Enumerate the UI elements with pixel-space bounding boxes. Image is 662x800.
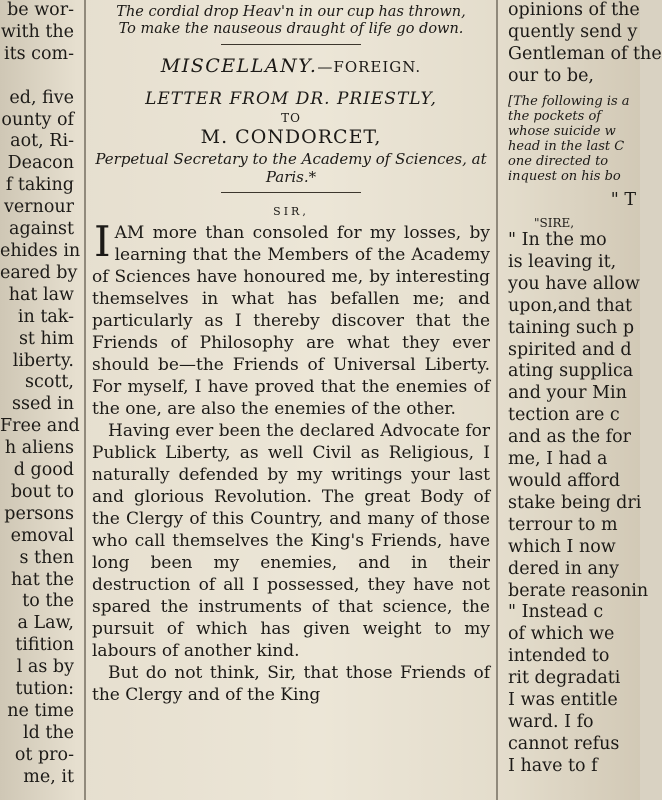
- text-line: emoval: [10, 525, 74, 546]
- text-line: Deacon: [7, 153, 74, 174]
- text-line: in tak-: [17, 306, 74, 327]
- text-line: f taking: [5, 175, 74, 196]
- text-line: bout to: [10, 481, 74, 502]
- letter-heading: LETTER FROM DR. PRIESTLY,: [145, 89, 437, 109]
- text-line: tection are c: [508, 405, 620, 426]
- text-line: intended to: [508, 646, 610, 667]
- main-column: [92, 0, 490, 800]
- letter-body: [92, 217, 490, 706]
- right-heading-fragment: " T: [610, 189, 636, 210]
- text-line: berate reasonin: [508, 580, 649, 601]
- text-line: tution:: [15, 679, 74, 700]
- text-line: st him: [18, 328, 74, 349]
- text-line: aot, Ri-: [10, 131, 74, 152]
- text-line: which I now: [508, 536, 616, 557]
- text-line: with the: [0, 21, 74, 42]
- text-line: dered in any: [508, 558, 620, 579]
- text-line: upon,and that: [508, 295, 633, 316]
- poem-couplet: [92, 4, 490, 38]
- text-line: [0, 66, 78, 88]
- recipient-name: M. CONDORCET,: [200, 126, 382, 148]
- text-line: you have allow: [508, 273, 640, 294]
- text-line: a Law,: [17, 613, 74, 634]
- column-rule-right: [496, 0, 498, 800]
- text-line: tifition: [15, 635, 74, 656]
- section-title: MISCELLANY.: [160, 55, 318, 77]
- paragraph-3: But do not think, Sir, that those Friends of the Clergy and of the King: [92, 663, 490, 705]
- text-line: stake being dri: [508, 492, 642, 513]
- text-line: " In the mo: [508, 230, 607, 251]
- text-line: be wor-: [7, 0, 74, 20]
- text-line: ward. I fo: [508, 711, 594, 732]
- text-line: scott,: [25, 372, 74, 393]
- salutation: SIR,: [273, 205, 309, 218]
- poem-line: To make the nauseous draught of life go down.: [118, 21, 464, 37]
- left-column-lines: [0, 0, 81, 789]
- text-line: rit degradati: [508, 668, 621, 689]
- right-column-footnote: [504, 94, 640, 184]
- text-line: terrour to m: [508, 514, 618, 535]
- text-line: and as the for: [508, 427, 632, 448]
- text-line: ssed in: [12, 394, 74, 415]
- text-line: is leaving it,: [508, 251, 617, 272]
- text-line: d good: [13, 460, 74, 481]
- text-line: and your Min: [508, 383, 627, 404]
- text-line: vernour: [3, 197, 74, 218]
- right-column-body-lines: [504, 230, 649, 778]
- text-line: would afford: [508, 471, 621, 491]
- column-rule-left: [84, 0, 86, 800]
- text-line: I was entitle: [508, 690, 618, 711]
- text-line: me, I had a: [508, 449, 608, 470]
- left-column-fragment: [0, 0, 81, 800]
- section-subtitle: —FOREIGN.: [317, 58, 422, 76]
- right-salutation-fragment: "SIRE,: [534, 215, 575, 230]
- right-column-fragment: [504, 0, 662, 800]
- divider-rule: [221, 44, 361, 45]
- text-line: Free and: [0, 416, 80, 437]
- text-line: our to be,: [508, 65, 594, 86]
- text-line: liberty.: [12, 350, 74, 371]
- text-line: inquest on his bo: [508, 168, 621, 184]
- text-line: one directed to: [508, 153, 609, 169]
- text-line: me, it: [23, 766, 74, 787]
- text-line: of which we: [508, 624, 615, 645]
- right-column-top-lines: [504, 0, 662, 88]
- drop-cap: I: [94, 217, 111, 266]
- text-line: l as by: [16, 657, 74, 678]
- text-line: ounty of: [1, 109, 74, 130]
- text-line: quently send y: [508, 21, 638, 42]
- text-line: whose suicide w: [508, 123, 616, 139]
- text-line: hat law: [8, 284, 74, 305]
- text-line: ating supplica: [508, 361, 634, 382]
- text-line: head in the last C: [508, 138, 625, 154]
- text-line: ne time: [7, 701, 74, 721]
- text-line: ed, five: [9, 87, 74, 108]
- paragraph-1: [92, 217, 490, 420]
- text-line: h aliens: [4, 438, 74, 459]
- text-line: eared by: [0, 262, 78, 283]
- text-line: persons: [4, 503, 74, 524]
- text-line: Gentleman of the: [508, 43, 662, 64]
- text-line: opinions of the: [508, 0, 640, 20]
- to-label: TO: [281, 111, 301, 125]
- text-line: spirited and d: [508, 339, 632, 360]
- text-line: ot pro-: [14, 744, 74, 765]
- text-line: taining such p: [508, 317, 635, 338]
- text-line: the pockets of: [508, 108, 602, 124]
- text-line: cannot refus: [508, 733, 620, 754]
- text-line: its com-: [3, 43, 74, 64]
- text-line: ehides in: [0, 240, 81, 261]
- section-heading: [92, 55, 490, 77]
- text-line: s then: [19, 547, 74, 568]
- recipient-title: Perpetual Secretary to the Academy of Sciences, at Paris.*: [95, 150, 487, 186]
- paragraph-1-text: AM more than consoled for my losses, by learning that the Members of the Academy of Sciences have honoured me, by interesting themselves in what has befallen me; and particularly as I thereby discover that the Friends of Philosophy are what they ever should be—the Friends of Universal Liberty. For myself, I have proved that the enemies of the one, are also the enemies of the other.: [92, 223, 490, 419]
- text-line: against: [9, 219, 74, 240]
- text-line: to the: [22, 591, 74, 612]
- text-line: ld the: [22, 722, 74, 743]
- poem-line: The cordial drop Heav'n in our cup has thrown,: [116, 4, 466, 20]
- paragraph-2: Having ever been the declared Advocate for Publick Liberty, as well Civil as Religious, I naturally defended by my writings your last and glorious Revolution. The great Body of the Clergy of this Country, and many of those who call themselves the King's Friends, have long been my enemies, and in their destruction of all I possessed, they have not spared the instruments of that science, the pursuit of which has given weight to my labours of another kind.: [92, 421, 490, 661]
- text-line: I have to f: [508, 755, 598, 776]
- text-line: " Instead c: [508, 602, 604, 623]
- text-line: [The following is a: [508, 93, 630, 109]
- divider-rule: [221, 192, 361, 193]
- text-line: hat the: [11, 569, 74, 590]
